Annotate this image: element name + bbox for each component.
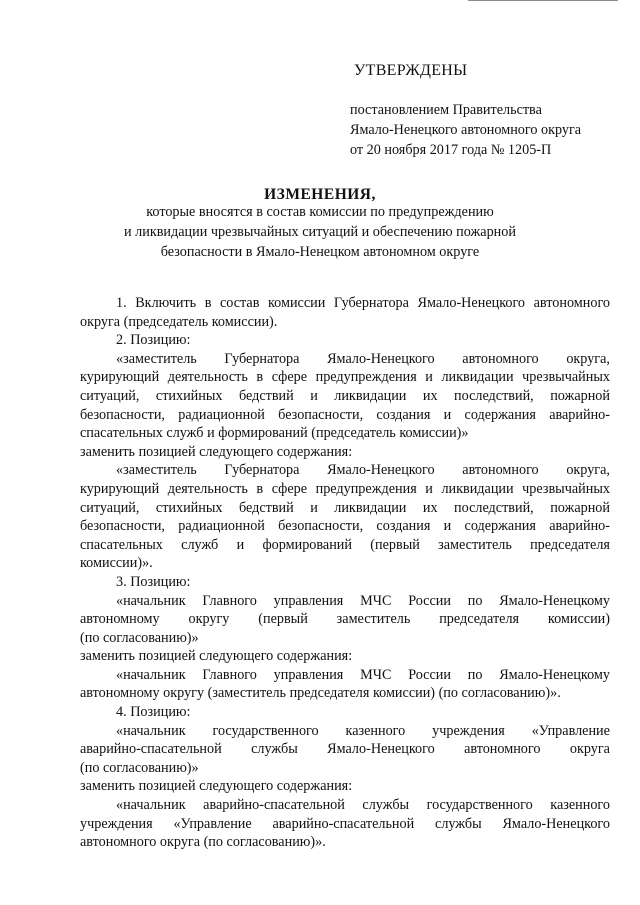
body-line: автономного округа (по согласованию)». (80, 834, 326, 851)
body-line: курирующий деятельность в сфере предупреждения и ликвидации чрезвычайных (80, 369, 610, 386)
body-line: заменить позицией следующего содержания: (80, 648, 353, 665)
body-line: округа (председатель комиссии). (80, 313, 278, 330)
body-line: «начальник Главного управления МЧС России по Ямало-Ненецкому (116, 666, 610, 683)
body-line: 2. Позицию: (116, 332, 191, 349)
body-line: 1. Включить в состав комиссии Губернатора Ямало-Ненецкого автономного (116, 295, 610, 311)
decree-reference (350, 100, 630, 160)
document-subtitle (0, 202, 640, 262)
subtitle-line: и ликвидации чрезвычайных ситуаций и обеспечению пожарной (124, 224, 516, 240)
body-line: комиссии)». (80, 555, 153, 572)
body-line: спасательных служб и формирований (первый заместитель председателя (80, 536, 610, 553)
decree-line: от 20 ноября 2017 года № 1205-П (350, 142, 552, 158)
body-line: курирующий деятельность в сфере предупреждения и ликвидации чрезвычайных (80, 480, 610, 497)
body-line: «начальник аварийно-спасательной службы государственного казенного (116, 797, 610, 814)
subtitle-line: безопасности в Ямало-Ненецком автономном округе (160, 244, 480, 260)
body-line: спасательных служб и формирований (председатель комиссии)» (80, 425, 469, 442)
body-line: «начальник государственного казенного учреждения «Управление (116, 722, 610, 739)
body-line: ситуаций, стихийных бедствий и ликвидации их последствий, пожарной (80, 499, 610, 516)
subtitle-line: которые вносятся в состав комиссии по предупреждению (146, 204, 494, 220)
body-line: 4. Позицию: (116, 704, 191, 721)
document-title: ИЗМЕНЕНИЯ, (264, 186, 376, 203)
body-line: 3. Позицию: (116, 573, 191, 590)
body-line: «заместитель Губернатора Ямало-Ненецкого автономного округа, (116, 462, 610, 479)
body-line: безопасности, радиационной безопасности, создания и содержания аварийно- (80, 518, 610, 535)
body-line: заменить позицией следующего содержания: (80, 443, 353, 460)
body-line: ситуаций, стихийных бедствий и ликвидации их последствий, пожарной (80, 387, 610, 404)
body-line: (по согласованию)» (80, 629, 199, 646)
body-line: автономному округу (заместитель председателя комиссии) (по согласованию)». (80, 685, 561, 702)
body-line: «заместитель Губернатора Ямало-Ненецкого автономного округа, (116, 350, 610, 367)
body-line: заменить позицией следующего содержания: (80, 778, 353, 795)
decree-line: Ямало-Ненецкого автономного округа (350, 122, 582, 138)
document-body (80, 294, 610, 852)
body-line: (по согласованию)» (80, 759, 199, 776)
body-line: автономному округу (первый заместитель председателя комиссии) (80, 611, 610, 628)
body-line: безопасности, радиационной безопасности, создания и содержания аварийно- (80, 406, 610, 423)
body-line: аварийно-спасательной службы Ямало-Ненецкого автономного округа (80, 741, 610, 758)
approval-stamp-heading: УТВЕРЖДЕНЫ (354, 62, 468, 79)
body-line: «начальник Главного управления МЧС России по Ямало-Ненецкому (116, 592, 610, 609)
scan-edge-line (468, 0, 618, 1)
decree-line: постановлением Правительства (350, 102, 542, 118)
body-line: учреждения «Управление аварийно-спасательной службы Ямало-Ненецкого (80, 815, 610, 832)
